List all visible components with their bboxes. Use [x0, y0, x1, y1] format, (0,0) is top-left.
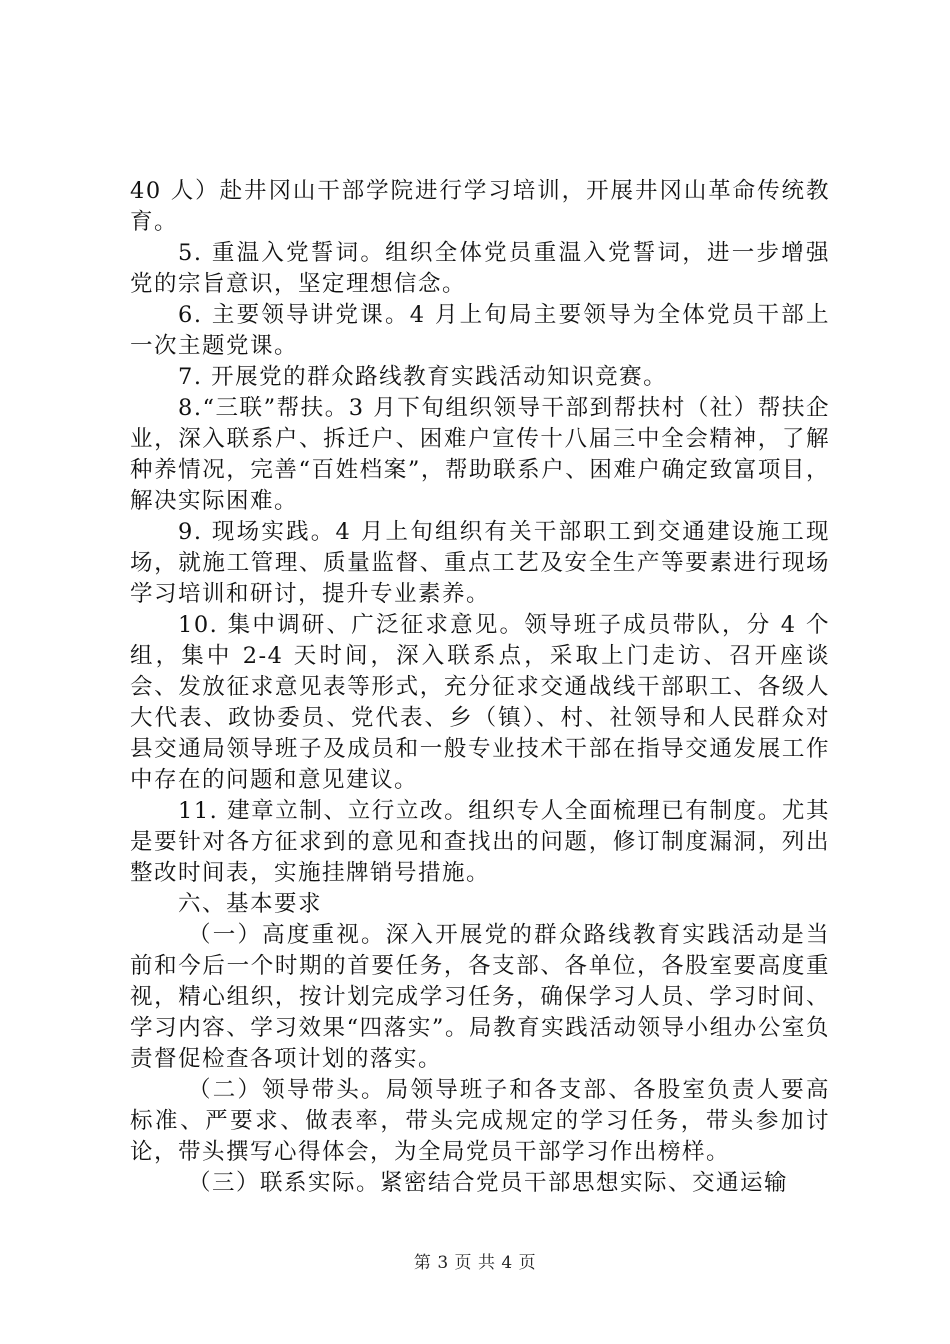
- paragraph-item-10: 10. 集中调研、广泛征求意见。领导班子成员带队，分 4 个组，集中 2-4 天时间，深入联系点，采取上门走访、召开座谈会、发放征求意见表等形式，充分征求交通战线干部职工、各级人大代表、政协委员、党代表、乡（镇）、村、社领导和人民群众对县交通局领导班子及成员和一般专业技术干部在指导交通发展工作中存在的问题和意见建议。: [130, 612, 830, 793]
- paragraph-item-9: 9. 现场实践。4 月上旬组织有关干部职工到交通建设施工现场，就施工管理、质量监督、重点工艺及安全生产等要素进行现场学习培训和研讨，提升专业素养。: [130, 519, 830, 607]
- section-heading-basic-requirements: 六、基本要求: [178, 891, 323, 917]
- paragraph-item-6: 6. 主要领导讲党课。4 月上旬局主要领导为全体党员干部上一次主题党课。: [130, 302, 830, 359]
- paragraph-requirement-1: （一）高度重视。深入开展党的群众路线教育实践活动是当前和今后一个时期的首要任务，各支部、各单位，各股室要高度重视，精心组织，按计划完成学习任务，确保学习人员、学习时间、学习内容、学习效果“四落实”。局教育实践活动领导小组办公室负责督促检查各项计划的落实。: [130, 922, 830, 1072]
- paragraph-item-7: 7. 开展党的群众路线教育实践活动知识竞赛。: [178, 364, 668, 390]
- paragraph-continuation: 40 人）赴井冈山干部学院进行学习培训，开展井冈山革命传统教育。: [130, 178, 830, 235]
- paragraph-item-5: 5. 重温入党誓词。组织全体党员重温入党誓词，进一步增强党的宗旨意识，坚定理想信念。: [130, 240, 830, 297]
- paragraph-item-8: 8.“三联”帮扶。3 月下旬组织领导干部到帮扶村（社）帮扶企业，深入联系户、拆迁户、困难户宣传十八届三中全会精神，了解种养情况，完善“百姓档案”，帮助联系户、困难户确定致富项目，解决实际困难。: [130, 395, 830, 514]
- page-number-footer: 第 3 页 共 4 页: [413, 1253, 537, 1273]
- paragraph-requirement-3: （三）联系实际。紧密结合党员干部思想实际、交通运输: [188, 1170, 789, 1196]
- document-body: [130, 176, 830, 1199]
- paragraph-item-11: 11. 建章立制、立行立改。组织专人全面梳理已有制度。尤其是要针对各方征求到的意见和查找出的问题，修订制度漏洞，列出整改时间表，实施挂牌销号措施。: [130, 798, 830, 886]
- paragraph-requirement-2: （二）领导带头。局领导班子和各支部、各股室负责人要高标准、严要求、做表率，带头完成规定的学习任务，带头参加讨论，带头撰写心得体会，为全局党员干部学习作出榜样。: [130, 1077, 830, 1165]
